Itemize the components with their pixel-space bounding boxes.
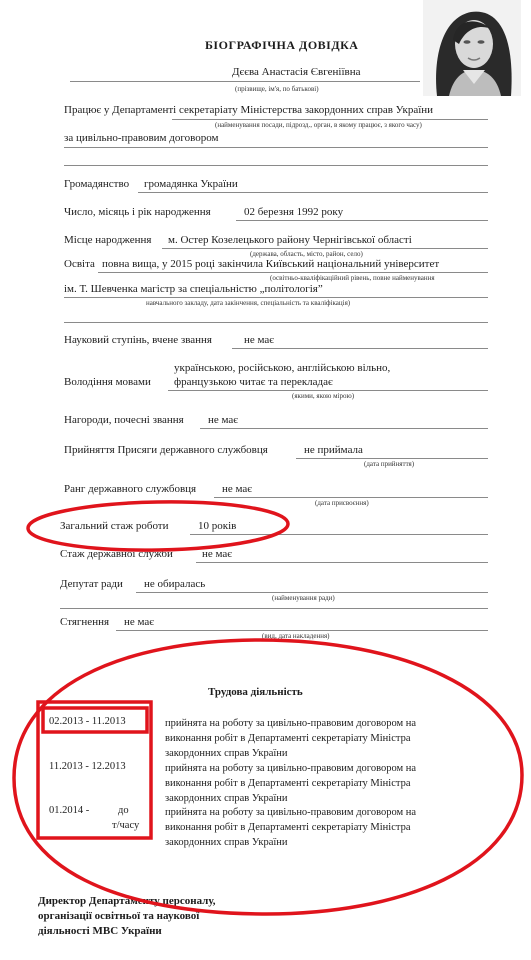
employment-period-3-end: т/часу bbox=[112, 820, 140, 831]
civil-service-rule bbox=[196, 562, 488, 563]
employment-desc-3-line-3: закордонних справ України bbox=[165, 837, 288, 848]
name-rule bbox=[70, 81, 420, 82]
rank-rule bbox=[214, 497, 488, 498]
civil-service-value: не має bbox=[202, 548, 233, 560]
work-rule-2 bbox=[64, 147, 488, 148]
work-line-2: за цивільно-правовим договором bbox=[64, 132, 219, 144]
oath-hint: (дата прийняття) bbox=[364, 460, 415, 468]
citizenship-value: громадянка України bbox=[144, 178, 238, 190]
deputy-value: не обиралась bbox=[144, 578, 206, 590]
awards-rule bbox=[200, 428, 488, 429]
education-hint-1: (освітньо-кваліфікаційний рівень, повне найменування bbox=[270, 274, 435, 282]
languages-label: Володіння мовами bbox=[64, 376, 151, 388]
penalties-label: Стягнення bbox=[60, 616, 110, 628]
employment-period-3-start: 01.2014 - bbox=[49, 805, 90, 816]
deputy-hint: (найменування ради) bbox=[272, 594, 335, 602]
degree-value: не має bbox=[244, 334, 275, 346]
work-hint: (найменування посади, підрозд., орган, в якому працює, з якого часу) bbox=[215, 121, 422, 129]
deputy-label: Депутат ради bbox=[60, 578, 123, 590]
employment-desc-1 bbox=[165, 716, 416, 761]
employment-desc-3-line-2: виконання робіт в Департаменті секретаріату Міністра bbox=[165, 822, 411, 833]
employment-desc-2 bbox=[165, 761, 416, 806]
employment-desc-3 bbox=[165, 805, 416, 850]
education-label: Освіта bbox=[64, 258, 95, 270]
signature-line-1: Директор Департаменту персоналу, bbox=[38, 895, 216, 907]
document-title: БІОГРАФІЧНА ДОВІДКА bbox=[205, 38, 359, 52]
education-value-2: ім. Т. Шевченка магістр за спеціальністю „політологія” bbox=[64, 283, 323, 295]
birth-date-label: Число, місяць і рік народження bbox=[64, 206, 211, 218]
languages-value-2: французькою читає та перекладає bbox=[174, 376, 333, 388]
employment-period-2: 11.2013 - 12.2013 bbox=[49, 761, 126, 772]
penalties-rule bbox=[116, 630, 488, 631]
total-experience-value: 10 років bbox=[198, 520, 237, 532]
work-line-1: Працює у Департаменті секретаріату Міністерства закордонних справ України bbox=[64, 104, 434, 116]
education-rule-2 bbox=[64, 297, 488, 298]
awards-value: не має bbox=[208, 414, 239, 426]
portrait-photo bbox=[423, 0, 521, 96]
signature-line-3: діяльності МВС України bbox=[38, 925, 162, 937]
penalties-hint: (вид, дата накладення) bbox=[262, 632, 330, 640]
awards-label: Нагороди, почесні звання bbox=[64, 414, 184, 426]
deputy-rule-2 bbox=[60, 608, 488, 609]
oath-label: Прийняття Присяги державного службовця bbox=[64, 444, 268, 456]
education-hint-2: навчального закладу, дата закінчення, спеціальність та кваліфікація) bbox=[146, 299, 351, 307]
languages-value-1: українською, російською, англійською вільно, bbox=[174, 362, 391, 374]
employment-period-3-until: до bbox=[118, 805, 129, 816]
birth-place-rule bbox=[162, 248, 488, 249]
oath-rule bbox=[296, 458, 488, 459]
rank-label: Ранг державного службовця bbox=[64, 483, 197, 495]
birth-place-value: м. Остер Козелецького району Чернігівської області bbox=[168, 234, 412, 246]
deputy-rule bbox=[136, 592, 488, 593]
employment-desc-3-line-1: прийнята на роботу за цивільно-правовим договором на bbox=[165, 807, 417, 818]
employment-period-1: 02.2013 - 11.2013 bbox=[49, 716, 126, 727]
person-name: Дєєва Анастасія Євгеніївна bbox=[232, 66, 361, 78]
employment-desc-1-line-2: виконання робіт в Департаменті секретаріату Міністра bbox=[165, 733, 411, 744]
birth-date-value: 02 березня 1992 року bbox=[244, 206, 344, 218]
birth-date-rule bbox=[236, 220, 488, 221]
work-rule-1 bbox=[172, 119, 488, 120]
languages-hint: (якими, якою мірою) bbox=[292, 392, 355, 400]
total-experience-rule bbox=[190, 534, 488, 535]
signature-line-2: організації освітньої та наукової bbox=[38, 910, 200, 922]
birth-place-label: Місце народження bbox=[64, 234, 152, 246]
citizenship-rule bbox=[138, 192, 488, 193]
employment-desc-2-line-1: прийнята на роботу за цивільно-правовим договором на bbox=[165, 763, 417, 774]
education-rule-1 bbox=[98, 272, 488, 273]
languages-rule bbox=[168, 390, 488, 391]
citizenship-label: Громадянство bbox=[64, 178, 130, 190]
employment-desc-2-line-3: закордонних справ України bbox=[165, 793, 288, 804]
employment-title: Трудова діяльність bbox=[208, 686, 303, 698]
total-experience-label: Загальний стаж роботи bbox=[60, 520, 169, 532]
education-rule-3 bbox=[64, 322, 488, 323]
name-hint: (прізвище, ім'я, по батькові) bbox=[235, 85, 319, 93]
degree-rule bbox=[232, 348, 488, 349]
work-rule-3 bbox=[64, 165, 488, 166]
rank-value: не має bbox=[222, 483, 253, 495]
penalties-value: не має bbox=[124, 616, 155, 628]
education-value-1: повна вища, у 2015 році закінчила Київський національний університет bbox=[102, 258, 440, 270]
birth-place-hint: (держава, область, місто, район, село) bbox=[250, 250, 363, 258]
oath-value: не приймала bbox=[304, 444, 363, 456]
employment-desc-1-line-3: закордонних справ України bbox=[165, 748, 288, 759]
degree-label: Науковий ступінь, вчене звання bbox=[64, 334, 212, 346]
rank-hint: (дата присвоєння) bbox=[315, 499, 369, 507]
employment-desc-1-line-1: прийнята на роботу за цивільно-правовим договором на bbox=[165, 718, 417, 729]
employment-desc-2-line-2: виконання робіт в Департаменті секретаріату Міністра bbox=[165, 778, 411, 789]
civil-service-label: Стаж державної служби bbox=[60, 548, 173, 560]
